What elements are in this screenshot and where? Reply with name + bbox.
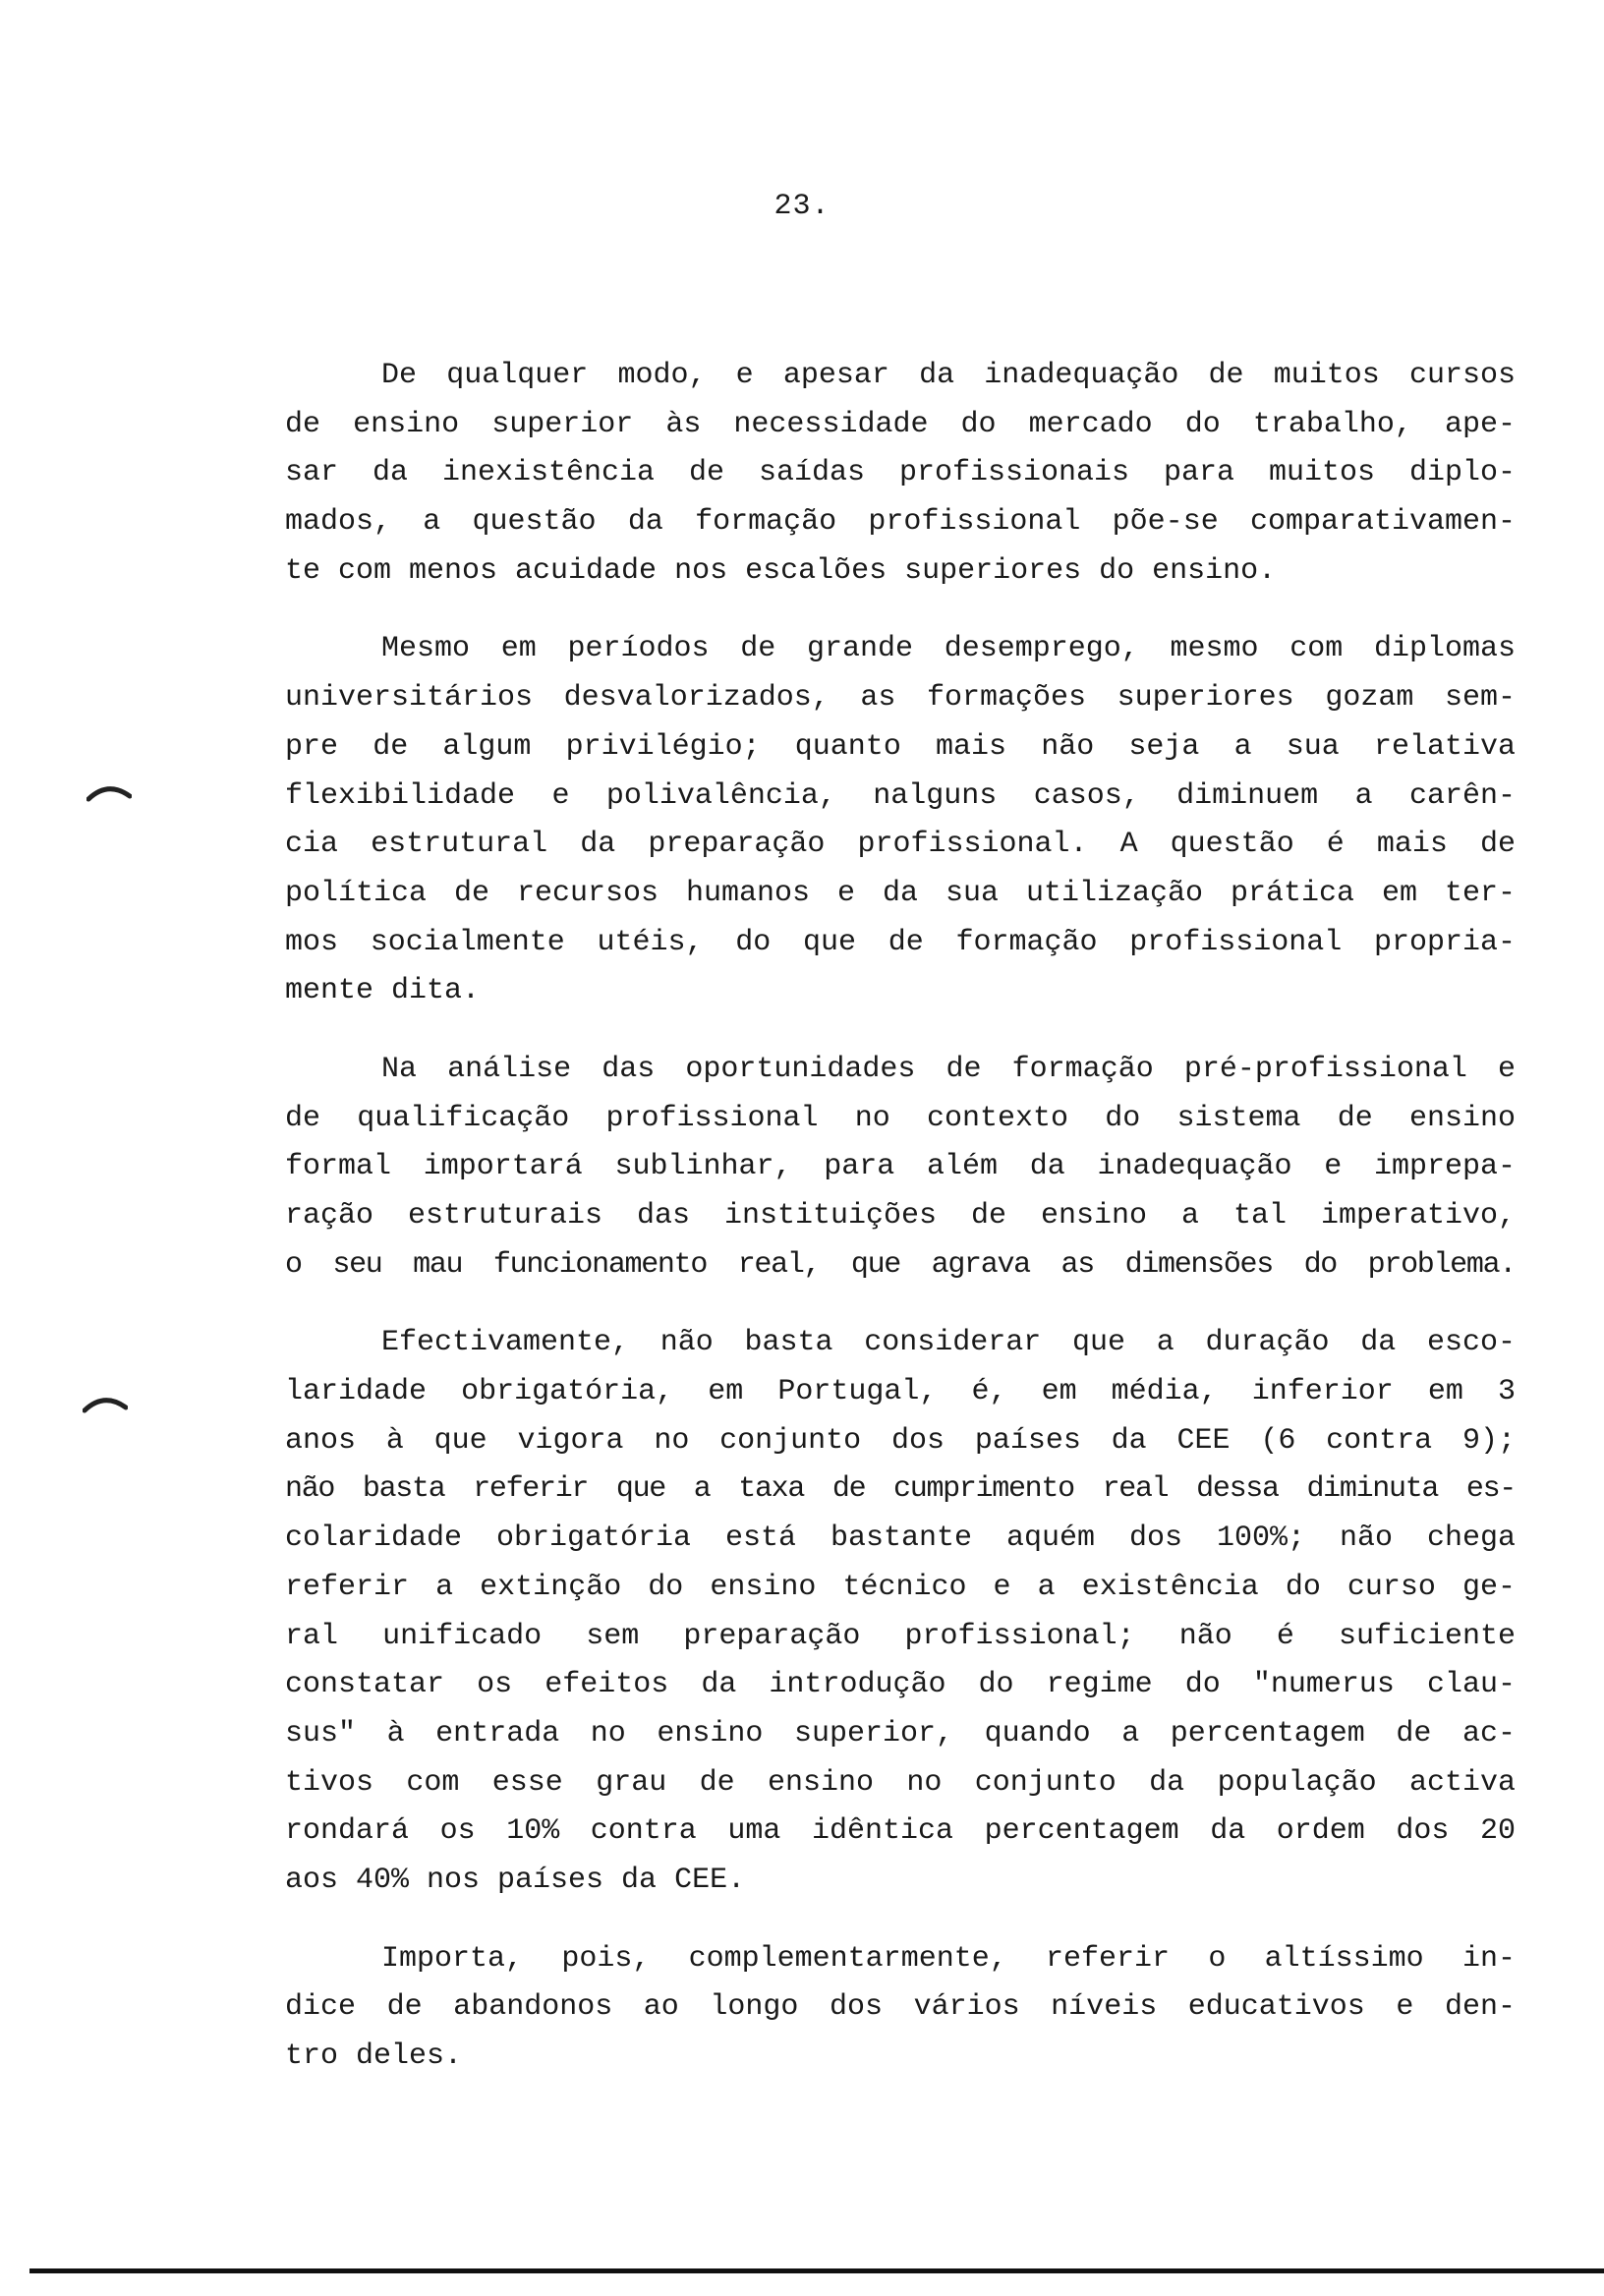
paragraph — [285, 1319, 1516, 1905]
paragraph — [285, 1046, 1516, 1290]
text-line: Importa, pois, complementarmente, referir o altíssimo in- — [381, 1941, 1516, 1976]
text-line: de qualificação profissional no contexto do sistema de ensino — [285, 1101, 1516, 1135]
paragraph — [285, 1935, 1516, 2082]
paragraph — [285, 625, 1516, 1016]
text-line: De qualquer modo, e apesar da inadequação de muitos cursos — [381, 359, 1516, 392]
text-line: dice de abandonos ao longo dos vários níveis educativos e den- — [285, 1990, 1516, 2025]
text-line: formal importará sublinhar, para além da inadequação e imprepa- — [285, 1150, 1516, 1184]
text-line: mente dita. — [285, 974, 481, 1008]
text-line: universitários desvalorizados, as formações superiores gozam sem- — [285, 681, 1516, 716]
text-line: aos 40% nos países da CEE. — [285, 1863, 746, 1897]
text-line: o seu mau funcionamento real, que agrava as dimensões do problema. — [285, 1247, 1516, 1282]
text-line: mos socialmente utéis, do que de formação profissional propria- — [285, 925, 1516, 959]
text-line: te com menos acuidade nos escalões superiores do ensino. — [285, 553, 1277, 588]
margin-mark — [83, 1394, 128, 1413]
bottom-rule — [29, 2268, 1604, 2273]
text-line: não basta referir que a taxa de cumprimento real dessa diminuta es- — [285, 1472, 1516, 1507]
text-line: Efectivamente, não basta considerar que a duração da esco- — [381, 1326, 1516, 1360]
text-line: ral unificado sem preparação profissional; não é suficiente — [285, 1619, 1516, 1653]
text-line: cia estrutural da preparação profissional. A questão é mais de — [285, 828, 1516, 862]
text-line: rondará os 10% contra uma idêntica percentagem da ordem dos 20 — [285, 1814, 1516, 1849]
text-line: ração estruturais das instituições de ensino a tal imperativo, — [285, 1199, 1516, 1233]
text-line: sus" à entrada no ensino superior, quando a percentagem de ac- — [285, 1716, 1516, 1751]
text-line: colaridade obrigatória está bastante aquém dos 100%; não chega — [285, 1521, 1516, 1556]
text-line: tro deles. — [285, 2039, 463, 2073]
paragraph — [285, 352, 1516, 596]
text-line: política de recursos humanos e da sua utilização prática em ter- — [285, 876, 1516, 910]
text-line: pre de algum privilégio; quanto mais não seja a sua relativa — [285, 729, 1516, 764]
text-line: referir a extinção do ensino técnico e a existência do curso ge- — [285, 1570, 1516, 1604]
text-line: sar da inexistência de saídas profissionais para muitos diplo- — [285, 456, 1516, 490]
text-line: constatar os efeitos da introdução do regime do "numerus clau- — [285, 1668, 1516, 1702]
text-line: flexibilidade e polivalência, nalguns casos, diminuem a carên- — [285, 778, 1516, 813]
text-line: tivos com esse grau de ensino no conjunto da população activa — [285, 1765, 1516, 1800]
text-line: anos à que vigora no conjunto dos países da CEE (6 contra 9); — [285, 1423, 1516, 1458]
text-line: mados, a questão da formação profissional põe-se comparativamen- — [285, 505, 1516, 540]
page-number: 23. — [773, 190, 831, 223]
body-text — [285, 352, 1516, 2111]
text-line: de ensino superior às necessidade do mercado do trabalho, ape- — [285, 407, 1516, 441]
text-line: Na análise das oportunidades de formação pré-profissional e — [381, 1052, 1516, 1086]
text-line: Mesmo em períodos de grande desemprego, mesmo com diplomas — [381, 632, 1516, 666]
margin-mark — [86, 782, 132, 802]
text-line: laridade obrigatória, em Portugal, é, em média, inferior em 3 — [285, 1375, 1516, 1409]
